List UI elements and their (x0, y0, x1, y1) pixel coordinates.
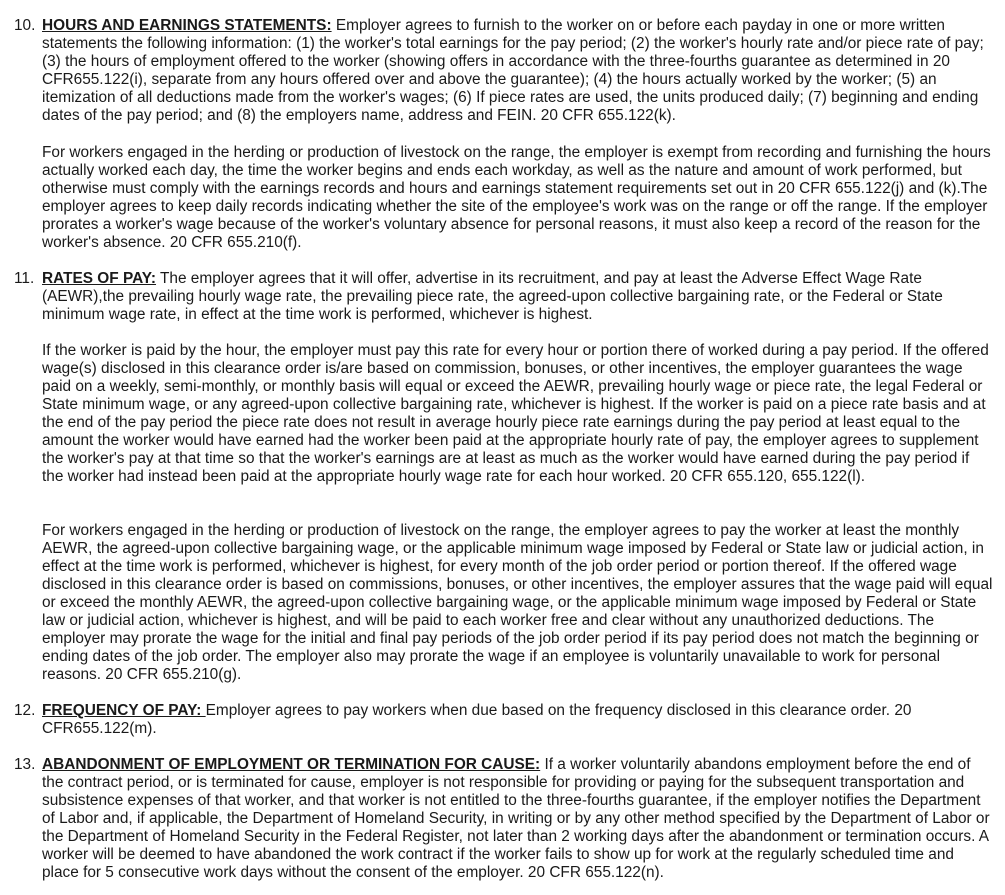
section-number: 11. (14, 270, 35, 287)
section-paragraph: For workers engaged in the herding or production of livestock on the range, the employer agrees to pay the worker at least the monthly AEWR, the agreed-upon collective bargaining wage, or the applicable minimum wage imposed by Federal or State law or judicial action, in effect at the time work is performed, whichever is highest, for every month of the job order period or portion thereof. If the offered wage disclosed in this clearance order is based on commissions, bonuses, or other incentives, the employer assures that the wage paid will equal or exceed the monthly AEWR, the agreed-upon collective bargaining wage, or the applicable minimum wage imposed by Federal or State law or judicial action, whichever is highest, and will be paid to each worker free and clear without any unauthorized deductions. The employer may prorate the wage for the initial and final pay periods of the job order period if its pay period does not match the beginning or ending dates of the job order. The employer also may prorate the wage if an employee is voluntarily unavailable to work for personal reasons. 20 CFR 655.210(g). (42, 522, 993, 683)
section-intro (42, 17, 994, 125)
section-rates-of-pay (14, 270, 994, 324)
section-heading: ABANDONMENT OF EMPLOYMENT OR TERMINATION FOR CAUSE: (42, 756, 541, 773)
section-intro-text: If a worker voluntarily abandons employment before the end of the contract period, or is terminated for cause, employer is not responsible for providing or paying for the subsequent transportation and subsistence expenses of that worker, and that worker is not entitled to the three-fourths guarantee, if the employer notifies the Department of Labor and, if applicable, the Department of Homeland Security, in writing or by any other method specified by the Department of Labor or the Department of Homeland Security in the Federal Register, not later than 2 working days after the abandonment or termination occurs. A worker will be deemed to have abandoned the work contract if the worker fails to show up for work at the regularly scheduled time and place for 5 consecutive work days without the consent of the employer. 20 CFR 655.122(n). (42, 756, 990, 881)
section-heading: FREQUENCY OF PAY: (42, 702, 206, 719)
section-intro-text: The employer agrees that it will offer, advertise in its recruitment, and pay at least the Adverse Effect Wage Rate (AEWR),the prevailing hourly wage rate, the prevailing piece rate, the agreed-upon collective bargaining rate, or the Federal or State minimum wage rate, in effect at the time work is performed, whichever is highest. (42, 270, 943, 323)
section-intro-text: Employer agrees to pay workers when due based on the frequency disclosed in this clearance order. 20 CFR655.122(m). (42, 702, 912, 737)
section-number: 13. (14, 756, 36, 773)
section-number: 10. (14, 17, 36, 34)
section-intro-text: Employer agrees to furnish to the worker on or before each payday in one or more written statements the following information: (1) the worker's total earnings for the pay period; (2) the worker's hourly rate and/or piece rate of pay;(3) the hours of employment offered to the worker (showing offers in accordance with the three-fourths guarantee as determined in 20 CFR655.122(i), separate from any hours offered over and above the guarantee); (4) the hours actually worked by the worker; (5) an itemization of all deductions made from the worker's wages; (6) If piece rates are used, the units produced daily; (7) beginning and ending dates of the pay period; and (8) the employers name, address and FEIN. 20 CFR 655.122(k). (42, 17, 984, 124)
section-paragraph: For workers engaged in the herding or production of livestock on the range, the employer is exempt from recording and furnishing the hours actually worked each day, the time the worker begins and ends each workday, as well as the nature and amount of work performed, but otherwise must comply with the earnings records and hours and earnings statement requirements set out in 20 CFR 655.122(j) and (k).The employer agrees to keep daily records indicating whether the site of the employee's work was on the range or off the range. If the employer prorates a worker's wage because of the worker's voluntary absence for personal reasons, it must also keep a record of the reason for the worker's absence. 20 CFR 655.210(f). (42, 144, 991, 251)
section-heading: HOURS AND EARNINGS STATEMENTS: (42, 17, 332, 34)
section-intro (42, 702, 994, 738)
section-frequency-of-pay (14, 702, 994, 738)
section-intro (42, 756, 994, 882)
section-paragraph: If the worker is paid by the hour, the employer must pay this rate for every hour or portion there of worked during a pay period. If the offered wage(s) disclosed in this clearance order is/are based on commission, bonuses, or other incentives, the employer guarantees the wage paid on a weekly, semi-monthly, or monthly basis will equal or exceed the AEWR, prevailing hourly wage or piece rate, the legal Federal or State minimum wage, or any agreed-upon collective bargaining rate, whichever is highest. If the worker is paid on a piece rate basis and at the end of the pay period the piece rate does not result in average hourly piece rate earnings during the pay period at least equal to the amount the worker would have earned had the worker been paid at the appropriate hourly rate of pay, the employer agrees to supplement the worker's pay at that time so that the worker's earnings are at least as much as the worker would have earned during the pay period if the worker had instead been paid at the appropriate hourly wage rate for each hour worked. 20 CFR 655.120, 655.122(l). (42, 342, 989, 485)
section-intro (42, 270, 994, 324)
section-hours-and-earnings (14, 17, 994, 125)
section-abandonment (14, 756, 994, 882)
section-number: 12. (14, 702, 36, 719)
section-heading: RATES OF PAY: (42, 270, 157, 287)
